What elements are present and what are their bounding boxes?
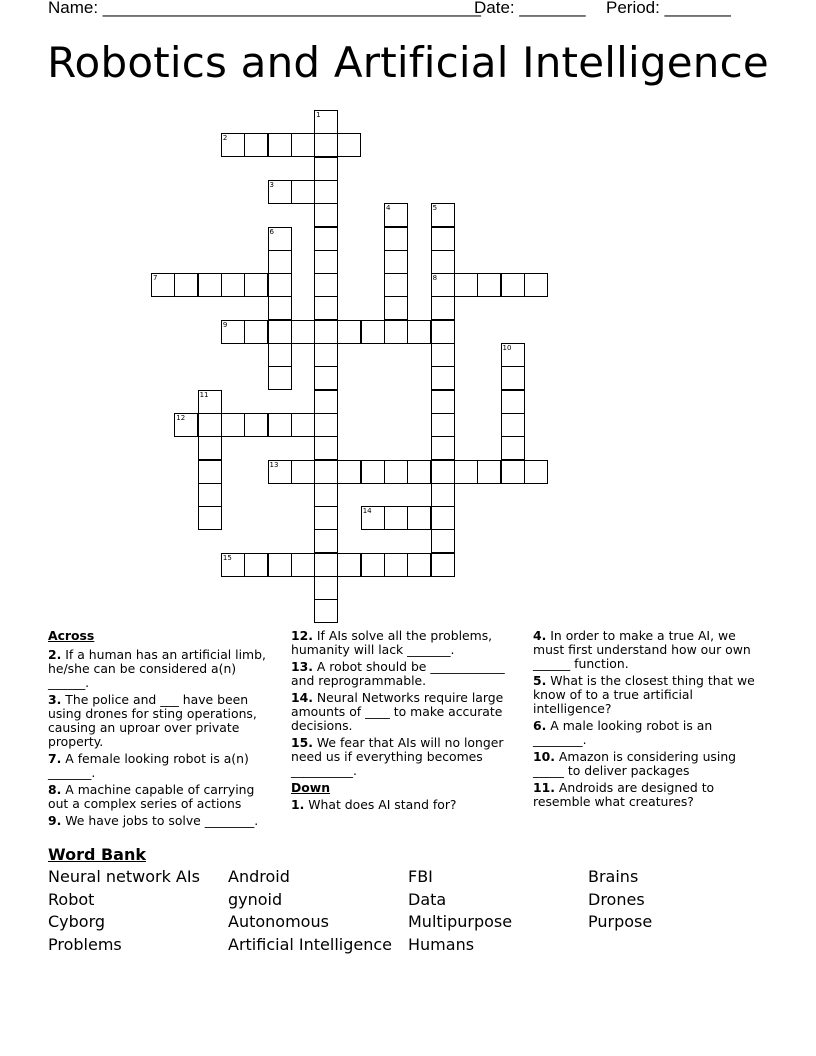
clue-item xyxy=(48,648,274,690)
word-bank-item: Purpose xyxy=(588,912,653,932)
clue-text: In order to make a true AI, we must first understand how our own ______ function. xyxy=(533,628,751,671)
crossword-cell[interactable] xyxy=(384,250,408,274)
crossword-cell[interactable] xyxy=(361,553,385,577)
clue-number: 6 xyxy=(269,227,274,236)
clue-text: What is the closest thing that we know of to a true artificial intelligence? xyxy=(533,673,755,716)
crossword-cell[interactable] xyxy=(268,296,292,320)
date-field[interactable]: Date: _______ xyxy=(474,0,586,17)
clue-item xyxy=(48,783,274,811)
crossword-cell[interactable] xyxy=(314,320,338,344)
crossword-cell[interactable] xyxy=(314,576,338,600)
crossword-cell[interactable] xyxy=(501,343,525,367)
crossword-cell[interactable] xyxy=(268,343,292,367)
crossword-cell[interactable] xyxy=(268,366,292,390)
clue-number-label: 1. xyxy=(291,797,305,812)
clue-number-label: 2. xyxy=(48,647,62,662)
period-field[interactable]: Period: _______ xyxy=(606,0,731,17)
crossword-cell[interactable] xyxy=(291,553,315,577)
clue-number-label: 14. xyxy=(291,690,313,705)
clue-text: We fear that AIs will no longer need us if everything becomes __________. xyxy=(291,735,504,778)
clue-text: What does AI stand for? xyxy=(304,797,457,812)
crossword-cell[interactable] xyxy=(314,460,338,484)
crossword-cell[interactable] xyxy=(198,460,222,484)
crossword-cell[interactable] xyxy=(431,343,455,367)
across-heading: Across xyxy=(48,628,95,643)
crossword-cell[interactable] xyxy=(198,483,222,507)
crossword-cell[interactable] xyxy=(314,390,338,414)
clue-number-label: 15. xyxy=(291,735,313,750)
crossword-cell[interactable] xyxy=(244,553,268,577)
word-bank-item: Cyborg xyxy=(48,912,106,932)
clue-text: Androids are designed to resemble what creatures? xyxy=(533,780,715,809)
crossword-cell[interactable] xyxy=(291,460,315,484)
clue-number: 11 xyxy=(199,390,209,399)
crossword-cell[interactable] xyxy=(221,133,245,157)
name-field[interactable]: Name: ________________________________________ xyxy=(48,0,481,17)
clue-text: Neural Networks require large amounts of ____ to make accurate decisions. xyxy=(291,690,504,733)
clue-text: If AIs solve all the problems, humanity will lack _______. xyxy=(291,628,493,657)
clue-item xyxy=(291,798,519,812)
clue-number-label: 6. xyxy=(533,718,547,733)
clue-item xyxy=(48,752,274,780)
word-bank-item: Problems xyxy=(48,935,122,955)
clue-number: 3 xyxy=(269,180,274,189)
clue-text: A female looking robot is a(n) _______. xyxy=(48,751,249,780)
crossword-cell[interactable] xyxy=(268,180,292,204)
clue-item xyxy=(533,750,763,778)
crossword-cell[interactable] xyxy=(268,460,292,484)
crossword-cell[interactable] xyxy=(501,273,525,297)
crossword-cell[interactable] xyxy=(337,553,361,577)
clue-text: If a human has an artificial limb, he/she can be considered a(n) ______. xyxy=(48,647,266,690)
clue-number: 7 xyxy=(153,274,158,283)
crossword-cell[interactable] xyxy=(361,506,385,530)
crossword-cell[interactable] xyxy=(501,460,525,484)
crossword-cell[interactable] xyxy=(314,273,338,297)
clue-number-label: 5. xyxy=(533,673,547,688)
clues-column-1 xyxy=(48,629,274,831)
clue-text: A machine capable of carrying out a complex series of actions xyxy=(48,782,255,811)
down-heading: Down xyxy=(291,780,331,795)
clue-item xyxy=(533,629,763,671)
crossword-cell[interactable] xyxy=(314,296,338,320)
crossword-cell[interactable] xyxy=(477,460,501,484)
clue-number-label: 7. xyxy=(48,751,62,766)
clue-number-label: 13. xyxy=(291,659,313,674)
clue-item xyxy=(291,660,519,688)
crossword-cell[interactable] xyxy=(384,506,408,530)
crossword-cell[interactable] xyxy=(431,413,455,437)
crossword-cell[interactable] xyxy=(524,460,548,484)
crossword-cell[interactable] xyxy=(407,553,431,577)
clue-number: 9 xyxy=(222,320,228,329)
clue-number: 13 xyxy=(269,460,279,469)
crossword-cell[interactable] xyxy=(291,133,315,157)
crossword-cell[interactable] xyxy=(431,296,455,320)
clue-text: The police and ___ have been using drones for sting operations, causing an uproar over private property. xyxy=(48,692,257,749)
clue-number: 5 xyxy=(432,204,438,213)
crossword-cell[interactable] xyxy=(291,413,315,437)
crossword-cell[interactable] xyxy=(431,273,455,297)
crossword-cell[interactable] xyxy=(314,553,338,577)
clue-item xyxy=(291,691,519,733)
crossword-cell[interactable] xyxy=(501,436,525,460)
word-bank-item: FBI xyxy=(408,867,433,886)
clue-text: Amazon is considering using _____ to deliver packages xyxy=(533,749,737,778)
crossword-cell[interactable] xyxy=(431,250,455,274)
crossword-cell[interactable] xyxy=(431,436,455,460)
clue-text: A robot should be ____________ and reprogrammable. xyxy=(291,659,505,688)
clues-column-2 xyxy=(291,629,519,815)
crossword-cell[interactable] xyxy=(431,390,455,414)
crossword-cell[interactable] xyxy=(198,413,222,437)
crossword-cell[interactable] xyxy=(501,390,525,414)
crossword-cell[interactable] xyxy=(268,320,292,344)
crossword-cell[interactable] xyxy=(291,180,315,204)
crossword-cell[interactable] xyxy=(314,110,338,134)
crossword-cell[interactable] xyxy=(221,273,245,297)
clue-number: 10 xyxy=(502,344,512,352)
crossword-cell[interactable] xyxy=(384,203,408,227)
crossword-cell[interactable] xyxy=(314,180,338,204)
crossword-cell[interactable] xyxy=(361,320,385,344)
clue-item xyxy=(533,781,763,809)
clue-item xyxy=(48,814,274,828)
crossword-cell[interactable] xyxy=(244,273,268,297)
crossword-cell[interactable] xyxy=(314,343,338,367)
crossword-cell[interactable] xyxy=(431,460,455,484)
crossword-cell[interactable] xyxy=(361,460,385,484)
word-bank-item: Robot xyxy=(48,889,95,909)
crossword-cell[interactable] xyxy=(384,320,408,344)
clue-number-label: 8. xyxy=(48,782,62,797)
word-bank-item: Humans xyxy=(408,935,475,955)
crossword-cell[interactable] xyxy=(244,133,268,157)
crossword-cell[interactable] xyxy=(314,227,338,251)
crossword-cell[interactable] xyxy=(221,553,245,577)
crossword-cell[interactable] xyxy=(151,273,175,297)
word-bank-item: Autonomous xyxy=(228,912,329,932)
crossword-cell[interactable] xyxy=(431,203,455,227)
word-bank-item: gynoid xyxy=(228,889,283,909)
clue-item xyxy=(533,674,763,716)
clue-number-label: 11. xyxy=(533,780,555,795)
clue-number-label: 10. xyxy=(533,749,555,764)
clue-item xyxy=(48,693,274,749)
clues-column-3 xyxy=(533,629,763,812)
crossword-cell[interactable] xyxy=(314,483,338,507)
crossword-cell[interactable] xyxy=(314,250,338,274)
crossword-cell[interactable] xyxy=(314,436,338,460)
crossword-cell[interactable] xyxy=(501,413,525,437)
crossword-cell[interactable] xyxy=(384,460,408,484)
crossword-cell[interactable] xyxy=(431,366,455,390)
crossword-cell[interactable] xyxy=(314,529,338,553)
crossword-cell[interactable] xyxy=(407,460,431,484)
clue-number: 14 xyxy=(362,507,372,516)
crossword-cell[interactable] xyxy=(314,599,338,623)
page-title: Robotics and Artificial Intelligence xyxy=(47,38,769,87)
word-bank-item: Android xyxy=(228,867,290,886)
clue-number: 8 xyxy=(432,274,438,283)
crossword-cell[interactable] xyxy=(198,390,222,414)
crossword-cell[interactable] xyxy=(314,413,338,437)
clue-number: 4 xyxy=(386,204,391,213)
crossword-cell[interactable] xyxy=(431,553,455,577)
clue-item xyxy=(291,629,519,657)
word-bank-item: Data xyxy=(408,889,447,909)
crossword-cell[interactable] xyxy=(431,320,455,344)
crossword-cell[interactable] xyxy=(384,296,408,320)
crossword-cell[interactable] xyxy=(314,366,338,390)
clue-number: 15 xyxy=(222,553,232,562)
crossword-cell[interactable] xyxy=(291,320,315,344)
word-bank-item: Multipurpose xyxy=(408,912,513,932)
crossword-cell[interactable] xyxy=(337,460,361,484)
word-bank-item: Brains xyxy=(588,867,639,886)
crossword-cell[interactable] xyxy=(454,460,478,484)
clue-text: A male looking robot is an ________. xyxy=(533,718,713,747)
clue-number: 1 xyxy=(316,111,321,119)
crossword-cell[interactable] xyxy=(268,273,292,297)
clue-number: 2 xyxy=(222,134,228,143)
crossword-cell[interactable] xyxy=(431,506,455,530)
crossword-cell[interactable] xyxy=(524,273,548,297)
crossword-cell[interactable] xyxy=(384,227,408,251)
word-bank-item: Artificial Intelligence xyxy=(228,935,392,955)
crossword-cell[interactable] xyxy=(268,227,292,251)
crossword-cell[interactable] xyxy=(407,506,431,530)
crossword-cell[interactable] xyxy=(407,320,431,344)
crossword-cell[interactable] xyxy=(198,436,222,460)
crossword-cell[interactable] xyxy=(268,413,292,437)
student-header xyxy=(48,0,748,20)
clue-number-label: 3. xyxy=(48,692,62,707)
clue-number-label: 12. xyxy=(291,628,313,643)
clue-number-label: 9. xyxy=(48,813,62,828)
crossword-cell[interactable] xyxy=(198,506,222,530)
crossword-cell[interactable] xyxy=(268,553,292,577)
clue-text: We have jobs to solve ________. xyxy=(61,813,259,828)
crossword-cell[interactable] xyxy=(314,506,338,530)
word-bank-item: Drones xyxy=(588,889,645,909)
crossword-cell[interactable] xyxy=(198,273,222,297)
word-bank-title: Word Bank xyxy=(48,845,147,864)
crossword-cell[interactable] xyxy=(244,413,268,437)
crossword-cell[interactable] xyxy=(268,133,292,157)
crossword-cell[interactable] xyxy=(501,366,525,390)
crossword-cell[interactable] xyxy=(337,133,361,157)
crossword-cell[interactable] xyxy=(477,273,501,297)
crossword-cell[interactable] xyxy=(268,250,292,274)
crossword-cell[interactable] xyxy=(384,273,408,297)
clue-number: 12 xyxy=(176,413,186,422)
crossword-cell[interactable] xyxy=(431,227,455,251)
crossword-cell[interactable] xyxy=(337,320,361,344)
crossword-cell[interactable] xyxy=(384,553,408,577)
crossword-cell[interactable] xyxy=(221,320,245,344)
word-bank-item: Neural network AIs xyxy=(48,867,200,886)
clue-item xyxy=(533,719,763,747)
crossword-cell[interactable] xyxy=(314,133,338,157)
crossword-cell[interactable] xyxy=(221,413,245,437)
crossword-cell[interactable] xyxy=(431,529,455,553)
crossword-cell[interactable] xyxy=(314,157,338,181)
crossword-cell[interactable] xyxy=(174,413,198,437)
crossword-cell[interactable] xyxy=(174,273,198,297)
crossword-cell[interactable] xyxy=(244,320,268,344)
clue-number-label: 4. xyxy=(533,628,547,643)
crossword-cell[interactable] xyxy=(314,203,338,227)
crossword-cell[interactable] xyxy=(454,273,478,297)
clue-item xyxy=(291,736,519,778)
crossword-cell[interactable] xyxy=(431,483,455,507)
